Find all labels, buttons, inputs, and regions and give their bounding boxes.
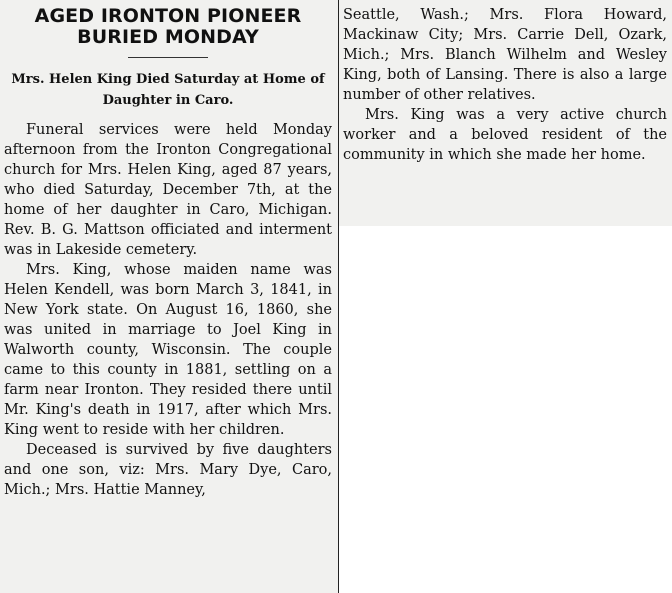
column-rule (338, 0, 339, 593)
paragraph-survivors-continued: Seattle, Wash.; Mrs. Flora Howard, Mackinaw City; Mrs. Carrie Dell, Ozark, Mich.; Mrs. Blanch Wilhelm and Wesley King, both of Lansing. There is also a large number of other relatives. (343, 7, 667, 103)
paragraph-biography: Mrs. King, whose maiden name was Helen Kendell, was born March 3, 1841, in New York state. On August 16, 1860, she was united in marriage to Joel King in Walworth county, Wisconsin. The couple came to this county in 1881, settling on a farm near Ironton. They resided there until Mr. King's death in 1917, after which Mrs. King went to reside with her children. (4, 262, 332, 438)
paragraph-funeral: Funeral services were held Monday afternoon from the Ironton Congregational church for Mrs. Helen King, aged 87 years, who died Saturday, December 7th, at the home of her daughter in Caro, Michigan. Rev. B. G. Mattson officiated and interment was in Lakeside cemetery. (4, 122, 332, 258)
subheadline: Mrs. Helen King Died Saturday at Home of Daughter in Caro. (11, 72, 325, 108)
article-right-column (343, 5, 667, 165)
headline-divider (128, 57, 208, 58)
paragraph-church-worker: Mrs. King was a very active church worker and a beloved resident of the community in which she made her home. (343, 107, 667, 163)
headline: AGED IRONTON PIONEER BURIED MONDAY (34, 5, 302, 48)
article-left-column (4, 6, 332, 500)
paragraph-survivors: Deceased is survived by five daughters and one son, viz: Mrs. Mary Dye, Caro, Mich.; Mrs. Hattie Manney, (4, 442, 332, 498)
